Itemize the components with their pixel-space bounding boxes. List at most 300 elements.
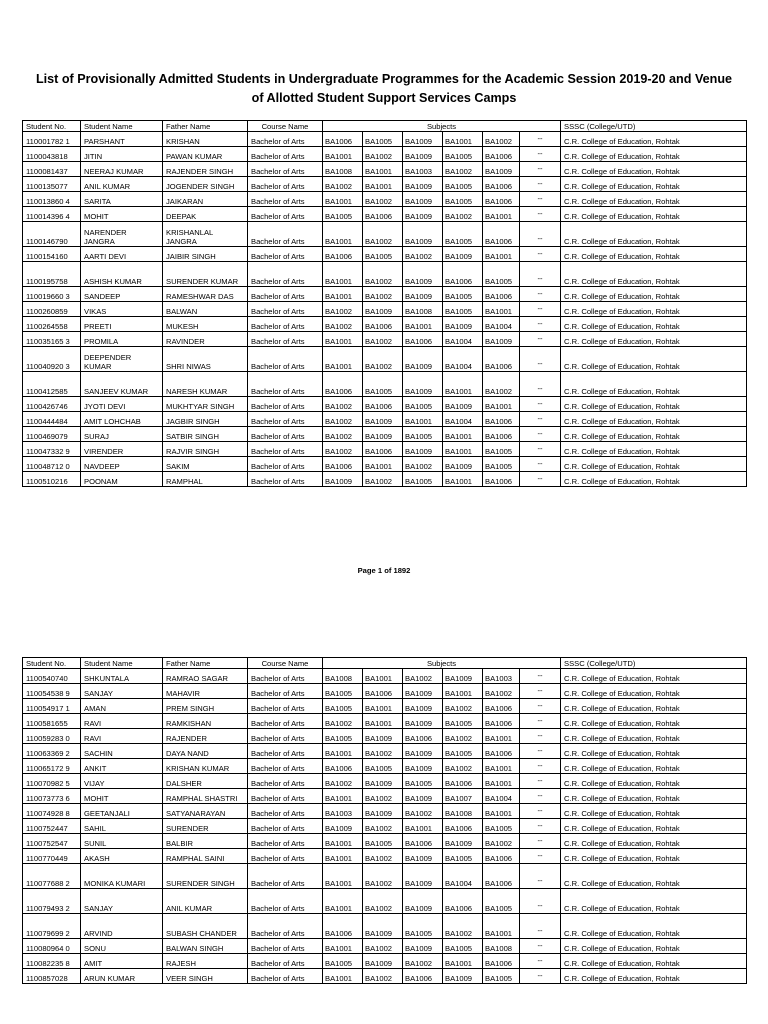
col-header-subjects: Subjects: [323, 121, 561, 132]
extra-subject-cell: [520, 147, 561, 162]
extra-subject-value: --: [537, 334, 543, 343]
subject-code-cell: BA1001: [403, 819, 443, 834]
col-header-student-name: Student Name: [81, 658, 163, 669]
extra-subject-value: --: [537, 429, 543, 438]
student-no-cell: 1100081437: [23, 162, 81, 177]
subject-code-cell: BA1006: [363, 684, 403, 699]
course-name-cell: Bachelor of Arts: [248, 347, 323, 372]
student-no-cell: 1100444484: [23, 412, 81, 427]
course-name-cell: Bachelor of Arts: [248, 939, 323, 954]
subject-code-cell: BA1002: [403, 804, 443, 819]
sssc-cell: C.R. College of Education, Rohtak: [561, 162, 747, 177]
student-no-cell: 1100540740: [23, 669, 81, 684]
subject-code-cell: BA1002: [323, 317, 363, 332]
course-name-cell: Bachelor of Arts: [248, 774, 323, 789]
sssc-cell: C.R. College of Education, Rohtak: [561, 262, 747, 287]
father-name-cell: JAIBIR SINGH: [163, 247, 248, 262]
subject-code-cell: BA1004: [443, 332, 483, 347]
extra-subject-cell: [520, 699, 561, 714]
table-row: [23, 192, 747, 207]
sssc-cell: C.R. College of Education, Rohtak: [561, 849, 747, 864]
subject-code-cell: BA1009: [403, 864, 443, 889]
table-row: [23, 759, 747, 774]
subject-code-cell: BA1001: [323, 287, 363, 302]
sssc-cell: C.R. College of Education, Rohtak: [561, 699, 747, 714]
sssc-cell: C.R. College of Education, Rohtak: [561, 789, 747, 804]
extra-subject-value: --: [537, 134, 543, 143]
subject-code-cell: BA1002: [483, 684, 520, 699]
table-row: [23, 744, 747, 759]
father-name-cell: JAGBIR SINGH: [163, 412, 248, 427]
subject-code-cell: BA1005: [443, 192, 483, 207]
subject-code-cell: BA1002: [323, 774, 363, 789]
extra-subject-value: --: [537, 941, 543, 950]
student-name-cell: ASHISH KUMAR: [81, 262, 163, 287]
extra-subject-value: --: [537, 926, 543, 935]
sssc-cell: C.R. College of Education, Rohtak: [561, 889, 747, 914]
table-row: [23, 889, 747, 914]
subject-code-cell: BA1002: [443, 207, 483, 222]
table-row: [23, 914, 747, 939]
table-row: [23, 849, 747, 864]
sssc-cell: C.R. College of Education, Rohtak: [561, 247, 747, 262]
student-name-cell: AMIT LOHCHAB: [81, 412, 163, 427]
father-name-cell: JOGENDER SINGH: [163, 177, 248, 192]
subject-code-cell: BA1002: [363, 849, 403, 864]
extra-subject-value: --: [537, 274, 543, 283]
sssc-cell: C.R. College of Education, Rohtak: [561, 347, 747, 372]
subject-code-cell: BA1001: [483, 914, 520, 939]
student-name-cell: SANJEEV KUMAR: [81, 372, 163, 397]
student-no-cell: 110019660 3: [23, 287, 81, 302]
student-no-cell: 1100752547: [23, 834, 81, 849]
extra-subject-value: --: [537, 806, 543, 815]
student-no-cell: 110047332 9: [23, 442, 81, 457]
extra-subject-value: --: [537, 249, 543, 258]
subject-code-cell: BA1004: [483, 317, 520, 332]
subject-code-cell: BA1009: [443, 397, 483, 412]
subject-code-cell: BA1002: [363, 192, 403, 207]
subject-code-cell: BA1005: [483, 442, 520, 457]
sssc-cell: C.R. College of Education, Rohtak: [561, 834, 747, 849]
subject-code-cell: BA1005: [363, 834, 403, 849]
father-name-cell: KRISHAN: [163, 132, 248, 147]
subject-code-cell: BA1003: [323, 804, 363, 819]
col-header-father-name: Father Name: [163, 658, 248, 669]
student-name-cell: ARUN KUMAR: [81, 969, 163, 984]
subject-code-cell: BA1009: [403, 147, 443, 162]
subject-code-cell: BA1005: [403, 774, 443, 789]
subject-code-cell: BA1002: [323, 177, 363, 192]
course-name-cell: Bachelor of Arts: [248, 744, 323, 759]
subject-code-cell: BA1006: [363, 207, 403, 222]
subject-code-cell: BA1009: [323, 472, 363, 487]
subject-code-cell: BA1001: [483, 774, 520, 789]
subject-code-cell: BA1001: [443, 442, 483, 457]
col-header-student-no: Student No.: [23, 658, 81, 669]
subject-code-cell: BA1009: [483, 162, 520, 177]
subject-code-cell: BA1002: [403, 247, 443, 262]
subject-code-cell: BA1001: [443, 684, 483, 699]
table-row: [23, 954, 747, 969]
extra-subject-cell: [520, 442, 561, 457]
extra-subject-cell: [520, 192, 561, 207]
subject-code-cell: BA1002: [363, 222, 403, 247]
subject-code-cell: BA1006: [483, 192, 520, 207]
table-row: [23, 222, 747, 247]
subject-code-cell: BA1003: [403, 162, 443, 177]
father-name-cell: MUKESH: [163, 317, 248, 332]
subject-code-cell: BA1006: [323, 759, 363, 774]
extra-subject-cell: [520, 804, 561, 819]
extra-subject-cell: [520, 397, 561, 412]
extra-subject-cell: [520, 162, 561, 177]
table-row: [23, 147, 747, 162]
sssc-cell: C.R. College of Education, Rohtak: [561, 939, 747, 954]
student-no-cell: 1100264558: [23, 317, 81, 332]
subject-code-cell: BA1006: [483, 849, 520, 864]
subject-code-cell: BA1005: [443, 302, 483, 317]
subject-code-cell: BA1009: [403, 372, 443, 397]
student-name-cell: RAVI: [81, 729, 163, 744]
subject-code-cell: BA1002: [363, 347, 403, 372]
subject-code-cell: BA1001: [323, 849, 363, 864]
course-name-cell: Bachelor of Arts: [248, 789, 323, 804]
extra-subject-value: --: [537, 384, 543, 393]
student-no-cell: 110014396 4: [23, 207, 81, 222]
sssc-cell: C.R. College of Education, Rohtak: [561, 147, 747, 162]
course-name-cell: Bachelor of Arts: [248, 714, 323, 729]
course-name-cell: Bachelor of Arts: [248, 954, 323, 969]
sssc-cell: C.R. College of Education, Rohtak: [561, 457, 747, 472]
course-name-cell: Bachelor of Arts: [248, 819, 323, 834]
sssc-cell: C.R. College of Education, Rohtak: [561, 412, 747, 427]
student-no-cell: 110063369 2: [23, 744, 81, 759]
subject-code-cell: BA1004: [443, 347, 483, 372]
extra-subject-value: --: [537, 761, 543, 770]
father-name-cell: RAMESHWAR DAS: [163, 287, 248, 302]
course-name-cell: Bachelor of Arts: [248, 247, 323, 262]
subject-code-cell: BA1006: [323, 457, 363, 472]
extra-subject-cell: [520, 332, 561, 347]
student-name-cell: AARTI DEVI: [81, 247, 163, 262]
father-name-cell: KRISHANLAL JANGRA: [163, 222, 248, 247]
course-name-cell: Bachelor of Arts: [248, 914, 323, 939]
subject-code-cell: BA1001: [323, 222, 363, 247]
subject-code-cell: BA1009: [403, 192, 443, 207]
sssc-cell: C.R. College of Education, Rohtak: [561, 372, 747, 397]
subject-code-cell: BA1009: [403, 442, 443, 457]
course-name-cell: Bachelor of Arts: [248, 372, 323, 397]
course-name-cell: Bachelor of Arts: [248, 207, 323, 222]
course-name-cell: Bachelor of Arts: [248, 332, 323, 347]
student-name-cell: VIKAS: [81, 302, 163, 317]
table-row: [23, 412, 747, 427]
student-no-cell: 1100154160: [23, 247, 81, 262]
subject-code-cell: BA1005: [443, 287, 483, 302]
student-name-cell: SANJAY: [81, 889, 163, 914]
course-name-cell: Bachelor of Arts: [248, 397, 323, 412]
subject-code-cell: BA1005: [483, 969, 520, 984]
student-no-cell: 110035165 3: [23, 332, 81, 347]
extra-subject-value: --: [537, 194, 543, 203]
subject-code-cell: BA1005: [363, 372, 403, 397]
extra-subject-value: --: [537, 901, 543, 910]
subject-code-cell: BA1006: [483, 744, 520, 759]
subject-code-cell: BA1006: [323, 132, 363, 147]
father-name-cell: SURENDER KUMAR: [163, 262, 248, 287]
subject-code-cell: BA1005: [403, 397, 443, 412]
subject-code-cell: BA1009: [403, 132, 443, 147]
table-row: [23, 939, 747, 954]
extra-subject-cell: [520, 714, 561, 729]
subject-code-cell: BA1001: [483, 729, 520, 744]
course-name-cell: Bachelor of Arts: [248, 302, 323, 317]
subject-code-cell: BA1001: [443, 132, 483, 147]
subject-code-cell: BA1009: [403, 177, 443, 192]
subject-code-cell: BA1001: [323, 864, 363, 889]
subject-code-cell: BA1009: [363, 954, 403, 969]
father-name-cell: NARESH KUMAR: [163, 372, 248, 397]
col-header-sssc: SSSC (College/UTD): [561, 121, 747, 132]
extra-subject-cell: [520, 819, 561, 834]
subject-code-cell: BA1006: [443, 889, 483, 914]
student-name-cell: SANDEEP: [81, 287, 163, 302]
subject-code-cell: BA1006: [443, 819, 483, 834]
student-no-cell: 110073773 6: [23, 789, 81, 804]
course-name-cell: Bachelor of Arts: [248, 969, 323, 984]
subject-code-cell: BA1008: [483, 939, 520, 954]
extra-subject-cell: [520, 207, 561, 222]
course-name-cell: Bachelor of Arts: [248, 864, 323, 889]
extra-subject-cell: [520, 789, 561, 804]
subject-code-cell: BA1008: [323, 669, 363, 684]
extra-subject-cell: [520, 834, 561, 849]
sssc-cell: C.R. College of Education, Rohtak: [561, 714, 747, 729]
table-row: [23, 262, 747, 287]
subject-code-cell: BA1008: [403, 302, 443, 317]
student-no-cell: 110040920 3: [23, 347, 81, 372]
subject-code-cell: BA1001: [363, 714, 403, 729]
extra-subject-cell: [520, 954, 561, 969]
father-name-cell: JAIKARAN: [163, 192, 248, 207]
table-row: [23, 774, 747, 789]
father-name-cell: SATYANARAYAN: [163, 804, 248, 819]
course-name-cell: Bachelor of Arts: [248, 287, 323, 302]
student-name-cell: JITIN: [81, 147, 163, 162]
subject-code-cell: BA1001: [323, 789, 363, 804]
table-header-row: [23, 658, 747, 669]
father-name-cell: RAMKISHAN: [163, 714, 248, 729]
subject-code-cell: BA1002: [403, 954, 443, 969]
subject-code-cell: BA1002: [363, 472, 403, 487]
subject-code-cell: BA1009: [403, 849, 443, 864]
table-row: [23, 132, 747, 147]
subject-code-cell: BA1009: [363, 412, 403, 427]
father-name-cell: SUBASH CHANDER: [163, 914, 248, 939]
table-row: [23, 397, 747, 412]
subject-code-cell: BA1002: [323, 427, 363, 442]
sssc-cell: C.R. College of Education, Rohtak: [561, 472, 747, 487]
extra-subject-value: --: [537, 686, 543, 695]
course-name-cell: Bachelor of Arts: [248, 147, 323, 162]
subject-code-cell: BA1002: [443, 914, 483, 939]
course-name-cell: Bachelor of Arts: [248, 457, 323, 472]
sssc-cell: C.R. College of Education, Rohtak: [561, 969, 747, 984]
subject-code-cell: BA1006: [483, 472, 520, 487]
subject-code-cell: BA1002: [483, 834, 520, 849]
subject-code-cell: BA1005: [443, 177, 483, 192]
course-name-cell: Bachelor of Arts: [248, 669, 323, 684]
sssc-cell: C.R. College of Education, Rohtak: [561, 914, 747, 939]
subject-code-cell: BA1003: [483, 669, 520, 684]
sssc-cell: C.R. College of Education, Rohtak: [561, 317, 747, 332]
student-name-cell: AMAN: [81, 699, 163, 714]
course-name-cell: Bachelor of Arts: [248, 759, 323, 774]
extra-subject-cell: [520, 939, 561, 954]
table-row: [23, 669, 747, 684]
col-header-subjects: Subjects: [323, 658, 561, 669]
student-no-cell: 1100146790: [23, 222, 81, 247]
course-name-cell: Bachelor of Arts: [248, 729, 323, 744]
course-name-cell: Bachelor of Arts: [248, 699, 323, 714]
extra-subject-cell: [520, 684, 561, 699]
student-name-cell: POONAM: [81, 472, 163, 487]
table-header-row: [23, 121, 747, 132]
subject-code-cell: BA1009: [363, 774, 403, 789]
subject-code-cell: BA1001: [323, 192, 363, 207]
sssc-cell: C.R. College of Education, Rohtak: [561, 427, 747, 442]
extra-subject-value: --: [537, 716, 543, 725]
student-no-cell: 1100510216: [23, 472, 81, 487]
student-no-cell: 1100581655: [23, 714, 81, 729]
subject-code-cell: BA1005: [483, 457, 520, 472]
subject-code-cell: BA1005: [443, 222, 483, 247]
father-name-cell: KRISHAN KUMAR: [163, 759, 248, 774]
sssc-cell: C.R. College of Education, Rohtak: [561, 819, 747, 834]
extra-subject-value: --: [537, 414, 543, 423]
father-name-cell: RAMPHAL SAINI: [163, 849, 248, 864]
course-name-cell: Bachelor of Arts: [248, 412, 323, 427]
subject-code-cell: BA1002: [363, 262, 403, 287]
subject-code-cell: BA1009: [363, 302, 403, 317]
subject-code-cell: BA1004: [443, 412, 483, 427]
father-name-cell: MAHAVIR: [163, 684, 248, 699]
subject-code-cell: BA1001: [323, 969, 363, 984]
subject-code-cell: BA1004: [443, 864, 483, 889]
subject-code-cell: BA1005: [483, 819, 520, 834]
subject-code-cell: BA1002: [363, 789, 403, 804]
subject-code-cell: BA1009: [363, 729, 403, 744]
subject-code-cell: BA1001: [323, 262, 363, 287]
student-no-cell: 1100426746: [23, 397, 81, 412]
father-name-cell: BALBIR: [163, 834, 248, 849]
extra-subject-cell: [520, 889, 561, 914]
subject-code-cell: BA1002: [403, 457, 443, 472]
student-no-cell: 1100770449: [23, 849, 81, 864]
student-no-cell: 110065172 9: [23, 759, 81, 774]
extra-subject-cell: [520, 132, 561, 147]
subject-code-cell: BA1009: [403, 347, 443, 372]
extra-subject-cell: [520, 744, 561, 759]
father-name-cell: PAWAN KUMAR: [163, 147, 248, 162]
subject-code-cell: BA1006: [483, 427, 520, 442]
student-no-cell: 110077688 2: [23, 864, 81, 889]
subject-code-cell: BA1001: [363, 177, 403, 192]
father-name-cell: RAJENDER: [163, 729, 248, 744]
father-name-cell: SAKIM: [163, 457, 248, 472]
subject-code-cell: BA1005: [483, 262, 520, 287]
subject-code-cell: BA1005: [323, 207, 363, 222]
subject-code-cell: BA1006: [403, 969, 443, 984]
extra-subject-cell: [520, 457, 561, 472]
subject-code-cell: BA1001: [483, 804, 520, 819]
col-header-course-name: Course Name: [248, 658, 323, 669]
extra-subject-value: --: [537, 399, 543, 408]
course-name-cell: Bachelor of Arts: [248, 804, 323, 819]
subject-code-cell: BA1001: [483, 302, 520, 317]
father-name-cell: SATBIR SINGH: [163, 427, 248, 442]
student-name-cell: VIJAY: [81, 774, 163, 789]
student-no-cell: 1100260859: [23, 302, 81, 317]
extra-subject-cell: [520, 302, 561, 317]
subject-code-cell: BA1001: [323, 939, 363, 954]
subject-code-cell: BA1002: [363, 939, 403, 954]
table-row: [23, 699, 747, 714]
subject-code-cell: BA1009: [403, 207, 443, 222]
subject-code-cell: BA1009: [403, 939, 443, 954]
sssc-cell: C.R. College of Education, Rohtak: [561, 864, 747, 889]
student-no-cell: 110079493 2: [23, 889, 81, 914]
student-no-cell: 110054538 9: [23, 684, 81, 699]
extra-subject-value: --: [537, 304, 543, 313]
subject-code-cell: BA1009: [443, 457, 483, 472]
table-row: [23, 472, 747, 487]
subject-code-cell: BA1006: [483, 222, 520, 247]
student-name-cell: ANIL KUMAR: [81, 177, 163, 192]
extra-subject-cell: [520, 347, 561, 372]
extra-subject-value: --: [537, 671, 543, 680]
subject-code-cell: BA1002: [363, 969, 403, 984]
subject-code-cell: BA1002: [363, 864, 403, 889]
col-header-student-no: Student No.: [23, 121, 81, 132]
subject-code-cell: BA1001: [443, 472, 483, 487]
sssc-cell: C.R. College of Education, Rohtak: [561, 759, 747, 774]
student-name-cell: NARENDER JANGRA: [81, 222, 163, 247]
extra-subject-value: --: [537, 149, 543, 158]
subject-code-cell: BA1009: [403, 684, 443, 699]
subject-code-cell: BA1006: [483, 954, 520, 969]
subject-code-cell: BA1009: [443, 969, 483, 984]
father-name-cell: RAJESH: [163, 954, 248, 969]
subject-code-cell: BA1009: [403, 222, 443, 247]
student-name-cell: SUNIL: [81, 834, 163, 849]
sssc-cell: C.R. College of Education, Rohtak: [561, 177, 747, 192]
table-row: [23, 247, 747, 262]
course-name-cell: Bachelor of Arts: [248, 889, 323, 914]
subject-code-cell: BA1006: [483, 864, 520, 889]
subject-code-cell: BA1005: [403, 472, 443, 487]
page-title: [0, 70, 768, 108]
father-name-cell: DEEPAK: [163, 207, 248, 222]
table-row: [23, 804, 747, 819]
student-name-cell: SAHIL: [81, 819, 163, 834]
father-name-cell: ANIL KUMAR: [163, 889, 248, 914]
student-no-cell: 110059283 0: [23, 729, 81, 744]
subject-code-cell: BA1009: [403, 287, 443, 302]
subject-code-cell: BA1001: [323, 889, 363, 914]
student-name-cell: ANKIT: [81, 759, 163, 774]
